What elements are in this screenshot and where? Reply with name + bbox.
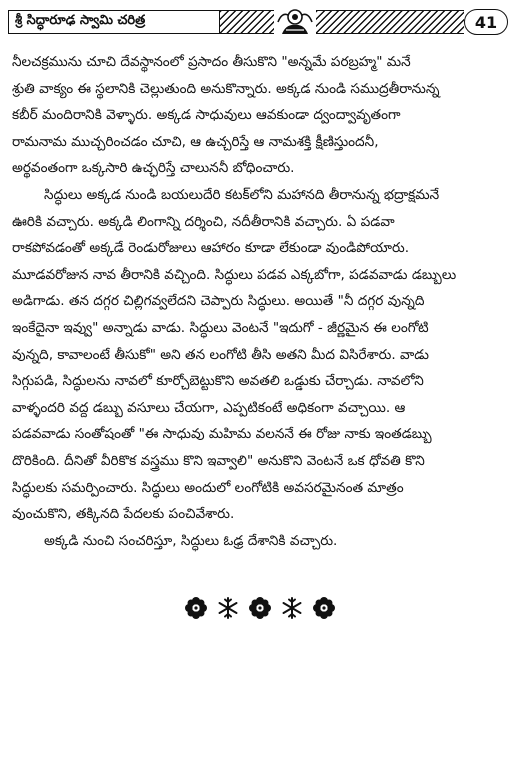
flower-ornament-icon <box>313 597 335 619</box>
header-hatch-right <box>316 10 464 34</box>
page-number: 41 <box>464 9 508 35</box>
text-line: పడవవాడు సంతోషంతో "ఈ సాధువు మహిమ వలననే ఈ రోజు నాకు ఇంతడబ్బు <box>12 426 432 443</box>
text-line: రాకపోవడంతో అక్కడే రెండురోజులు ఆహారం కూడా లేకుండా వుండిపోయారు. <box>12 240 410 257</box>
snowflake-ornament-icon <box>281 597 303 619</box>
text-line: సిద్ధులకు సమర్పించారు. సిద్ధులు అందులో లంగోటికి అవసరమైనంత మాత్రం <box>12 479 404 496</box>
paragraph <box>12 528 506 555</box>
text-line: సిగ్గుపడి, సిద్ధులను నావలో కూర్చోబెట్టుకొని అవతలి ఒడ్డుకు చేర్చాడు. నావలోని <box>12 373 424 390</box>
text-line: శ్రుతి వాక్యం ఈ స్థలానికి చెల్లుతుంది అనుకొన్నారు. అక్కడ నుండి సముద్రతీరానున్న <box>12 80 440 97</box>
text-line: అక్కడి నుంచి సంచరిస్తూ, సిద్ధులు ఓఢ్ర దేశానికి వచ్చారు. <box>44 532 338 549</box>
text-line: వున్నది, కావాలంటే తీసుకో" అని తన లంగోటి తీసి అతని మీద విసిరేశారు. వాడు <box>12 346 429 363</box>
text-line: దొరికింది. దీనితో వీరికొక వస్త్రము కొని ఇవ్వాలి" అనుకొని వెంటనే ఒక ధోవతి కొని <box>12 452 425 469</box>
text-line: అర్థవంతంగా ఒక్కసారి ఉచ్ఛరిస్తే చాలుననీ బోధించారు. <box>12 160 295 177</box>
running-title-box <box>8 10 220 34</box>
body-text <box>12 49 506 554</box>
snowflake-ornament-icon <box>217 597 239 619</box>
running-title: శ్రీ సిద్ధారూఢ స్వామి చరిత్ర <box>15 13 146 28</box>
text-line: మూడవరోజున నావ తీరానికి వచ్చింది. సిద్ధులు పడవ ఎక్కబోగా, పడవవాడు డబ్బులు <box>12 266 457 283</box>
text-line: కబీర్ మందిరానికి వెళ్ళారు. అక్కడ సాధువులు ఆవకుండా ద్వంద్వావృతంగా <box>12 107 401 124</box>
page-header <box>8 8 510 38</box>
text-line: రామనామ ముచ్చరించడం చూచి, ఆ ఉచ్చరిస్తే ఆ నామశక్తి క్షీణిస్తుందనీ, <box>12 133 379 150</box>
section-end-ornaments <box>0 595 520 621</box>
flower-ornament-icon <box>185 597 207 619</box>
flower-ornament-icon <box>249 597 271 619</box>
text-line: వాళ్ళందరి వద్ద డబ్బు వసూలు చేయగా, ఎప్పటికంటే అధికంగా వచ్చాయి. ఆ <box>12 399 406 416</box>
text-line: సిద్ధులు అక్కడ నుండి బయలుదేరి కటక్‌లోని మహానది తీరానున్న భద్రాక్షమనే <box>44 186 440 203</box>
paragraph <box>12 182 506 528</box>
text-line: అడిగాడు. తన దగ్గర చిల్లిగవ్వలేదని చెప్పారు సిద్ధులు. అయితే "నీ దగ్గర వున్నది <box>12 293 425 310</box>
text-line: ఊరికి వచ్చారు. అక్కడి లింగాన్ని దర్శించి, నదీతీరానికి వచ్చారు. ఏ పడవా <box>12 213 395 230</box>
header-hatch-left <box>220 10 274 34</box>
emblem-icon <box>274 6 316 38</box>
text-line: నీలచక్రమును చూచి దేవస్థానంలో ప్రసాదం తీసుకొని "అన్నమే పరబ్రహ్మ" మనే <box>12 54 411 70</box>
paragraph <box>12 49 506 182</box>
text-line: వుంచుకొని, తక్కినది పేదలకు పంచివేశారు. <box>12 506 235 523</box>
text-line: ఇంకేదైనా ఇవ్వు" అన్నాడు వాడు. సిద్ధులు వెంటనే "ఇదుగో - జీర్ణమైన ఈ లంగోటి <box>12 319 429 336</box>
